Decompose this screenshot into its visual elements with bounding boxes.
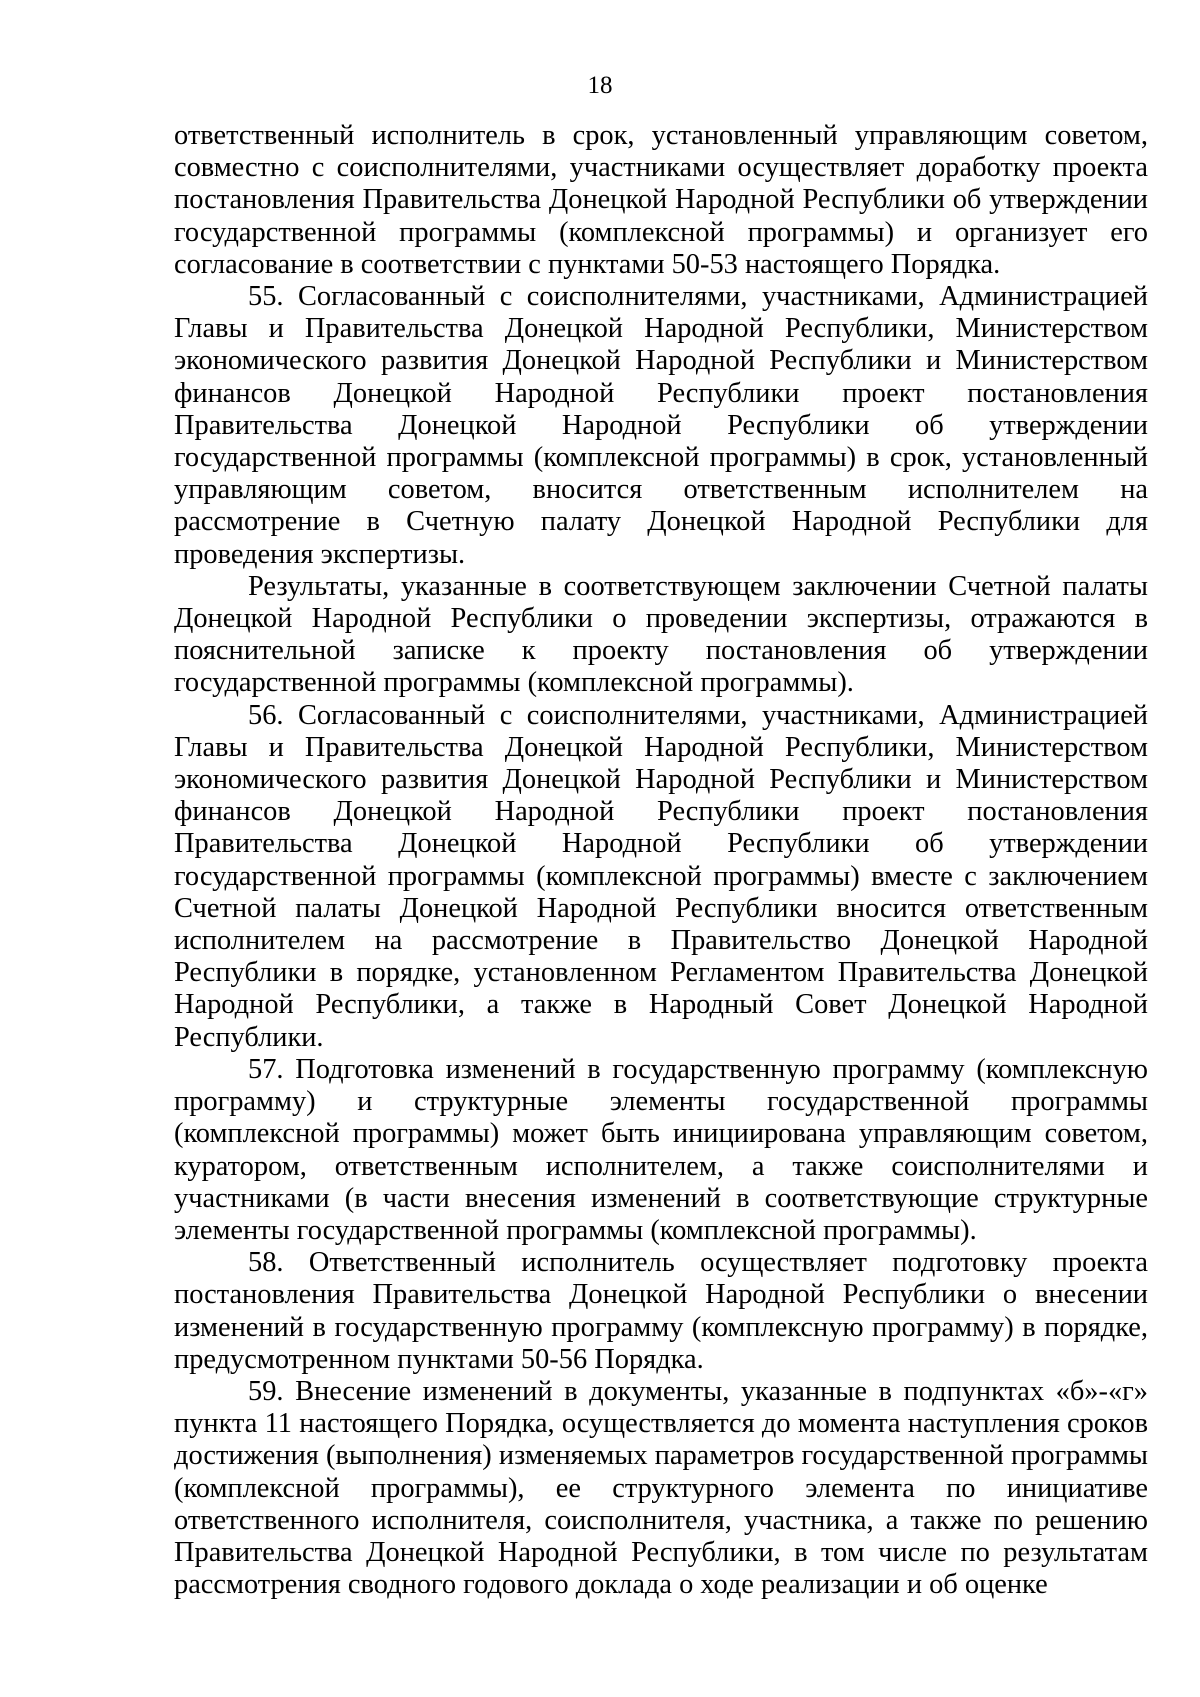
paragraph-56: 56. Согласованный с соисполнителями, участниками, Администрацией Главы и Правительства Донецкой Народной Республики, Министерством экономического развития Донецкой Народной Республики и Министерством финансов Донецкой Народной Республики проект постановления Правительства Донецкой Народной Республики об утверждении государственной программы (комплексной программы) вместе с заключением Счетной палаты Донецкой Народной Республики вносится ответственным исполнителем на рассмотрение в Правительство Донецкой Народной Республики в порядке, установленном Регламентом Правительства Донецкой Народной Республики, а также в Народный Совет Донецкой Народной Республики.	[174, 699, 1148, 1053]
paragraph-55: 55. Согласованный с соисполнителями, участниками, Администрацией Главы и Правительства Донецкой Народной Республики, Министерством экономического развития Донецкой Народной Республики и Министерством финансов Донецкой Народной Республики проект постановления Правительства Донецкой Народной Республики об утверждении государственной программы (комплексной программы) в срок, установленный управляющим советом, вносится ответственным исполнителем на рассмотрение в Счетную палату Донецкой Народной Республики для проведения экспертизы.	[174, 281, 1148, 570]
page-number: 18	[587, 72, 613, 99]
paragraph-continuation: ответственный исполнитель в срок, установленный управляющим советом, совместно с соисполнителями, участниками осуществляет доработку проекта постановления Правительства Донецкой Народной Республики об утверждении государственной программы (комплексной программы) и организует его согласование в соответствии с пунктами 50-53 настоящего Порядка.	[174, 120, 1148, 280]
paragraph-59: 59. Внесение изменений в документы, указанные в подпунктах «б»-«г» пункта 11 настоящего Порядка, осуществляется до момента наступления сроков достижения (выполнения) изменяемых параметров государственной программы (комплексной программы), ее структурного элемента по инициативе ответственного исполнителя, соисполнителя, участника, а также по решению Правительства Донецкой Народной Республики, в том числе по результатам рассмотрения сводного годового доклада о ходе реализации и об оценке	[174, 1375, 1148, 1601]
paragraph-57: 57. Подготовка изменений в государственную программу (комплексную программу) и структурные элементы государственной программы (комплексной программы) может быть инициирована управляющим советом, куратором, ответственным исполнителем, а также соисполнителями и участниками (в части внесения изменений в соответствующие структурные элементы государственной программы (комплексной программы).	[174, 1053, 1148, 1246]
paragraph-58: 58. Ответственный исполнитель осуществляет подготовку проекта постановления Правительства Донецкой Народной Республики о внесении изменений в государственную программу (комплексную программу) в порядке, предусмотренном пунктами 50-56 Порядка.	[174, 1247, 1148, 1375]
paragraph-55-results: Результаты, указанные в соответствующем заключении Счетной палаты Донецкой Народной Республики о проведении экспертизы, отражаются в пояснительной записке к проекту постановления об утверждении государственной программы (комплексной программы).	[174, 570, 1148, 699]
document-body	[174, 120, 1148, 1601]
